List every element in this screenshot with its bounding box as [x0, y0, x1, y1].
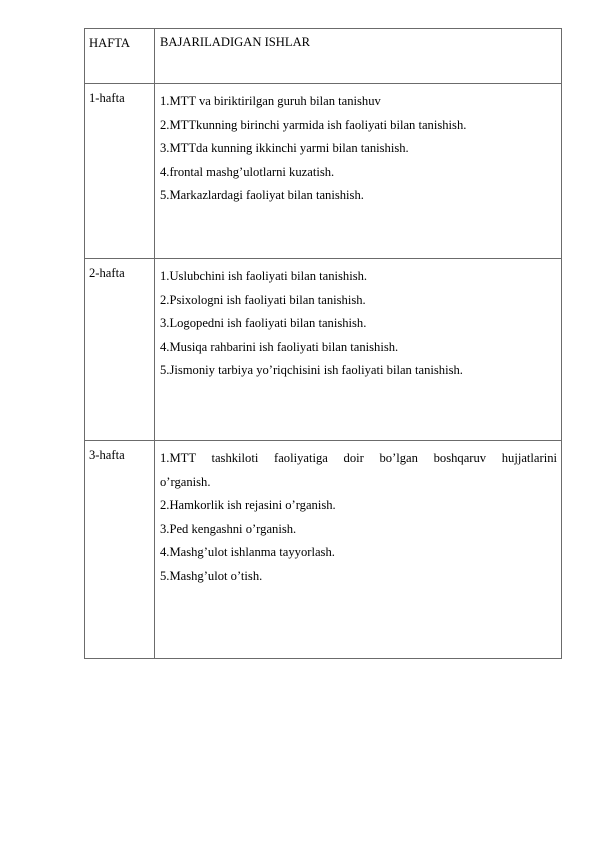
task-item: 1.MTT va biriktirilgan guruh bilan tanishuv: [160, 94, 381, 108]
task-list: [155, 441, 562, 659]
weekly-plan-table: [84, 28, 562, 659]
task-item: 5.Mashg’ulot o’tish.: [160, 568, 263, 583]
week-label: 1-hafta: [85, 84, 155, 259]
task-item: 3.MTTda kunning ikkinchi yarmi bilan tanishish.: [160, 141, 409, 156]
task-list: [155, 84, 562, 259]
task-list: [155, 259, 562, 441]
week-label: 2-hafta: [85, 259, 155, 441]
task-item: 5.Jismoniy tarbiya yo’riqchisini ish faoliyati bilan tanishish.: [160, 363, 463, 378]
table-row: [85, 84, 562, 259]
week-label: 3-hafta: [85, 441, 155, 659]
task-item: 1.MTT tashkiloti faoliyatiga doir bo’lgan boshqaruv hujjatlarini: [160, 451, 557, 465]
task-item: 2.Psixologni ish faoliyati bilan tanishish.: [160, 292, 366, 307]
table-header-row: [85, 29, 562, 84]
task-item: 1.Uslubchini ish faoliyati bilan tanishish.: [160, 269, 368, 283]
tasks-column-header: BAJARILADIGAN ISHLAR: [155, 29, 562, 84]
task-item: 4.Mashg’ulot ishlanma tayyorlash.: [160, 545, 335, 560]
week-column-header: HAFTA: [85, 29, 155, 84]
table-row: [85, 441, 562, 659]
task-item: 4.Musiqa rahbarini ish faoliyati bilan tanishish.: [160, 339, 399, 354]
task-item-continuation: o’rganish.: [160, 474, 211, 489]
task-item: 4.frontal mashg’ulotlarni kuzatish.: [160, 164, 335, 179]
task-item: 2.MTTkunning birinchi yarmida ish faoliyati bilan tanishish.: [160, 117, 467, 132]
task-item: 5.Markazlardagi faoliyat bilan tanishish.: [160, 188, 364, 203]
task-item: 3.Logopedni ish faoliyati bilan tanishish.: [160, 316, 367, 331]
task-item: 3.Ped kengashni o’rganish.: [160, 521, 297, 536]
table-row: [85, 259, 562, 441]
task-item: 2.Hamkorlik ish rejasini o’rganish.: [160, 498, 336, 513]
